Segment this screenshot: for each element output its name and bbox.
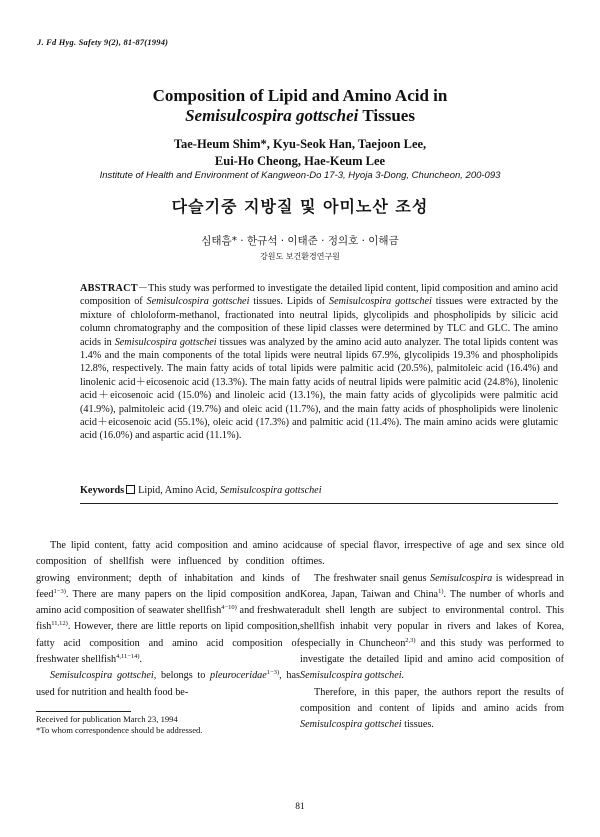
authors-line-2: Eui-Ho Cheong, Hae-Keum Lee bbox=[214, 154, 386, 168]
abstract-label: ABSTRACT bbox=[80, 283, 138, 294]
family-name: pleuroceridae bbox=[210, 670, 267, 682]
author-list bbox=[0, 136, 600, 170]
species-name: Semisulcospira gottschei. bbox=[300, 670, 405, 682]
genus-name: Semisulcospira bbox=[430, 572, 493, 584]
checkbox-square-icon bbox=[126, 485, 135, 494]
citation-ref: 1) bbox=[438, 587, 444, 595]
intro-text: The lipid content, fatty acid composition and amino acid composition of shellfish were influenced by condition of growing environment; depth of inhabitation and kinds of feed bbox=[36, 540, 300, 600]
intro-text: . However, there are little reports on lipid composition, fatty acid composition and amino acid composition of freshwater shellfish bbox=[36, 621, 300, 666]
keywords-species: Semisulcospira gottschei bbox=[219, 485, 322, 496]
korean-institution: 강원도 보건환경연구원 bbox=[260, 252, 340, 261]
page-number: 81 bbox=[295, 802, 305, 812]
korean-authors: 심태흠* · 한규석 · 이태준 · 정의호 · 이해금 bbox=[201, 235, 399, 247]
title-tissues: Tissues bbox=[358, 106, 415, 125]
institution: Institute of Health and Environment of Kangweon-Do 17-3, Hyoja 3-Dong, Chuncheon, 200-093 bbox=[99, 170, 501, 181]
body-column-right bbox=[300, 538, 564, 734]
intro-text: is widespread in Korea, Japan, Taiwan and China bbox=[300, 572, 564, 600]
intro-text: Therefore, in this paper, the authors report the results of composition and content of lipids and amino acids from bbox=[300, 686, 564, 714]
species-name: Semisulcospira gottschei bbox=[300, 719, 402, 731]
intro-text: The freshwater snail genus bbox=[314, 572, 430, 584]
body-column-left bbox=[36, 538, 300, 701]
intro-text: , belongs to bbox=[153, 670, 211, 682]
title-line-2 bbox=[0, 106, 600, 126]
intro-text: and this study was performed to investigate the detailed lipid and amino acid composition of bbox=[300, 637, 564, 666]
keywords-text: Lipid, Amino Acid, bbox=[138, 485, 220, 496]
abstract-species-2: Semisulcospira gottschei bbox=[329, 296, 432, 308]
intro-text: , has used for nutrition and health food be- bbox=[36, 670, 300, 698]
abstract-text-3: tissues were extracted by the mixture of chloloform-methanol, fractionated into neutral lipids, glycolipids and phospholipids by silicic acid column chromatography and the composition of these lipid classes were determined by TLC and GLC. The amino acids in bbox=[80, 296, 558, 348]
intro-paragraph-1 bbox=[36, 538, 300, 668]
citation-ref: 1−3) bbox=[266, 669, 280, 677]
keywords-divider bbox=[80, 503, 558, 504]
correspondence-note: *To whom correspondence should be addressed. bbox=[36, 725, 203, 735]
abstract bbox=[80, 282, 558, 443]
authors-line-1: Tae-Heum Shim*, Kyu-Seok Han, Taejoon Lee, bbox=[173, 137, 427, 151]
intro-paragraph-2 bbox=[36, 668, 300, 701]
footnote-divider bbox=[36, 711, 131, 712]
abstract-text-4: tissues was analyzed by the amino acid auto analyzer. The total lipids content was 1.4% and the main components of the total lipids were neutral lipids 67.9%, glycolipids 19.3% and phospholipids 12.8%, respectively. The main fatty acids of total lipids were palmitic acid (20.5%), palmitoleic acid (16.4%) and linolenic acid＋eicosenoic acid (13.3%). The main fatty acids of neutral lipids were palmitic acid (24.8%), linolenic acid＋eicosenoic acid (15.0%) and linoleic acid (13.1%), the main fatty acids of glycolipids were palmitic acid (41.9%), palmitoleic acid (19.7%) and oleic acid (11.7%), and the main fatty acids of phospholipids were linolenic acid＋eicosenoic acid (55.1%), oleic acid (17.3%) and palmitic acid (11.4%). The main amino acids were glutamic acid (16.0%) and aspartic acid (11.1%). bbox=[80, 336, 558, 442]
abstract-text-2: tissues. Lipids of bbox=[249, 296, 329, 308]
title-line-1: Composition of Lipid and Amino Acid in bbox=[152, 86, 448, 105]
keywords bbox=[80, 484, 558, 497]
title-species: Semisulcospira gottschei bbox=[185, 106, 359, 125]
citation-ref: 2,3) bbox=[405, 636, 416, 644]
abstract-species-3: Semisulcospira gottschei bbox=[114, 336, 217, 348]
intro-paragraph-5 bbox=[300, 685, 564, 734]
abstract-dash: － bbox=[137, 283, 149, 294]
citation-ref: 1−3) bbox=[53, 587, 66, 595]
intro-text: . bbox=[139, 654, 143, 666]
intro-paragraph-3: cause of special flavor, irrespective of age and sex since old times. bbox=[300, 540, 564, 568]
citation-ref: 11,12) bbox=[51, 620, 68, 628]
citation-ref: 4−10) bbox=[221, 604, 237, 612]
intro-text: . There are many papers on the lipid composition and amino acid composition of seawater shellfish bbox=[36, 588, 300, 617]
citation-ref: 4,11−14) bbox=[116, 653, 140, 661]
intro-paragraph-4 bbox=[300, 571, 564, 685]
abstract-text-1: This study was performed to investigate the detailed lipid content, lipid composition and amino acid composition of bbox=[80, 283, 558, 308]
intro-text: and freshwater fish bbox=[36, 605, 300, 633]
footnotes bbox=[36, 714, 300, 736]
intro-text: . The number of whorls and adult shell length are subject to environmental control. This shellfish inhabit very popular in rivers and lakes of Korea, especially in Chuncheon bbox=[300, 588, 564, 649]
species-name: Semisulcospira gottschei bbox=[50, 670, 154, 682]
received-date: Received for publication March 23, 1994 bbox=[36, 714, 178, 724]
intro-text: tissues. bbox=[401, 719, 434, 731]
paper-title bbox=[0, 86, 600, 126]
abstract-species-1: Semisulcospira gottschei bbox=[146, 296, 250, 308]
journal-citation: J. Fd Hyg. Safety 9(2), 81-87(1994) bbox=[37, 37, 169, 47]
korean-title: 다슬기중 지방질 및 아미노산 조성 bbox=[171, 197, 429, 216]
keywords-label: Keywords bbox=[80, 485, 125, 496]
